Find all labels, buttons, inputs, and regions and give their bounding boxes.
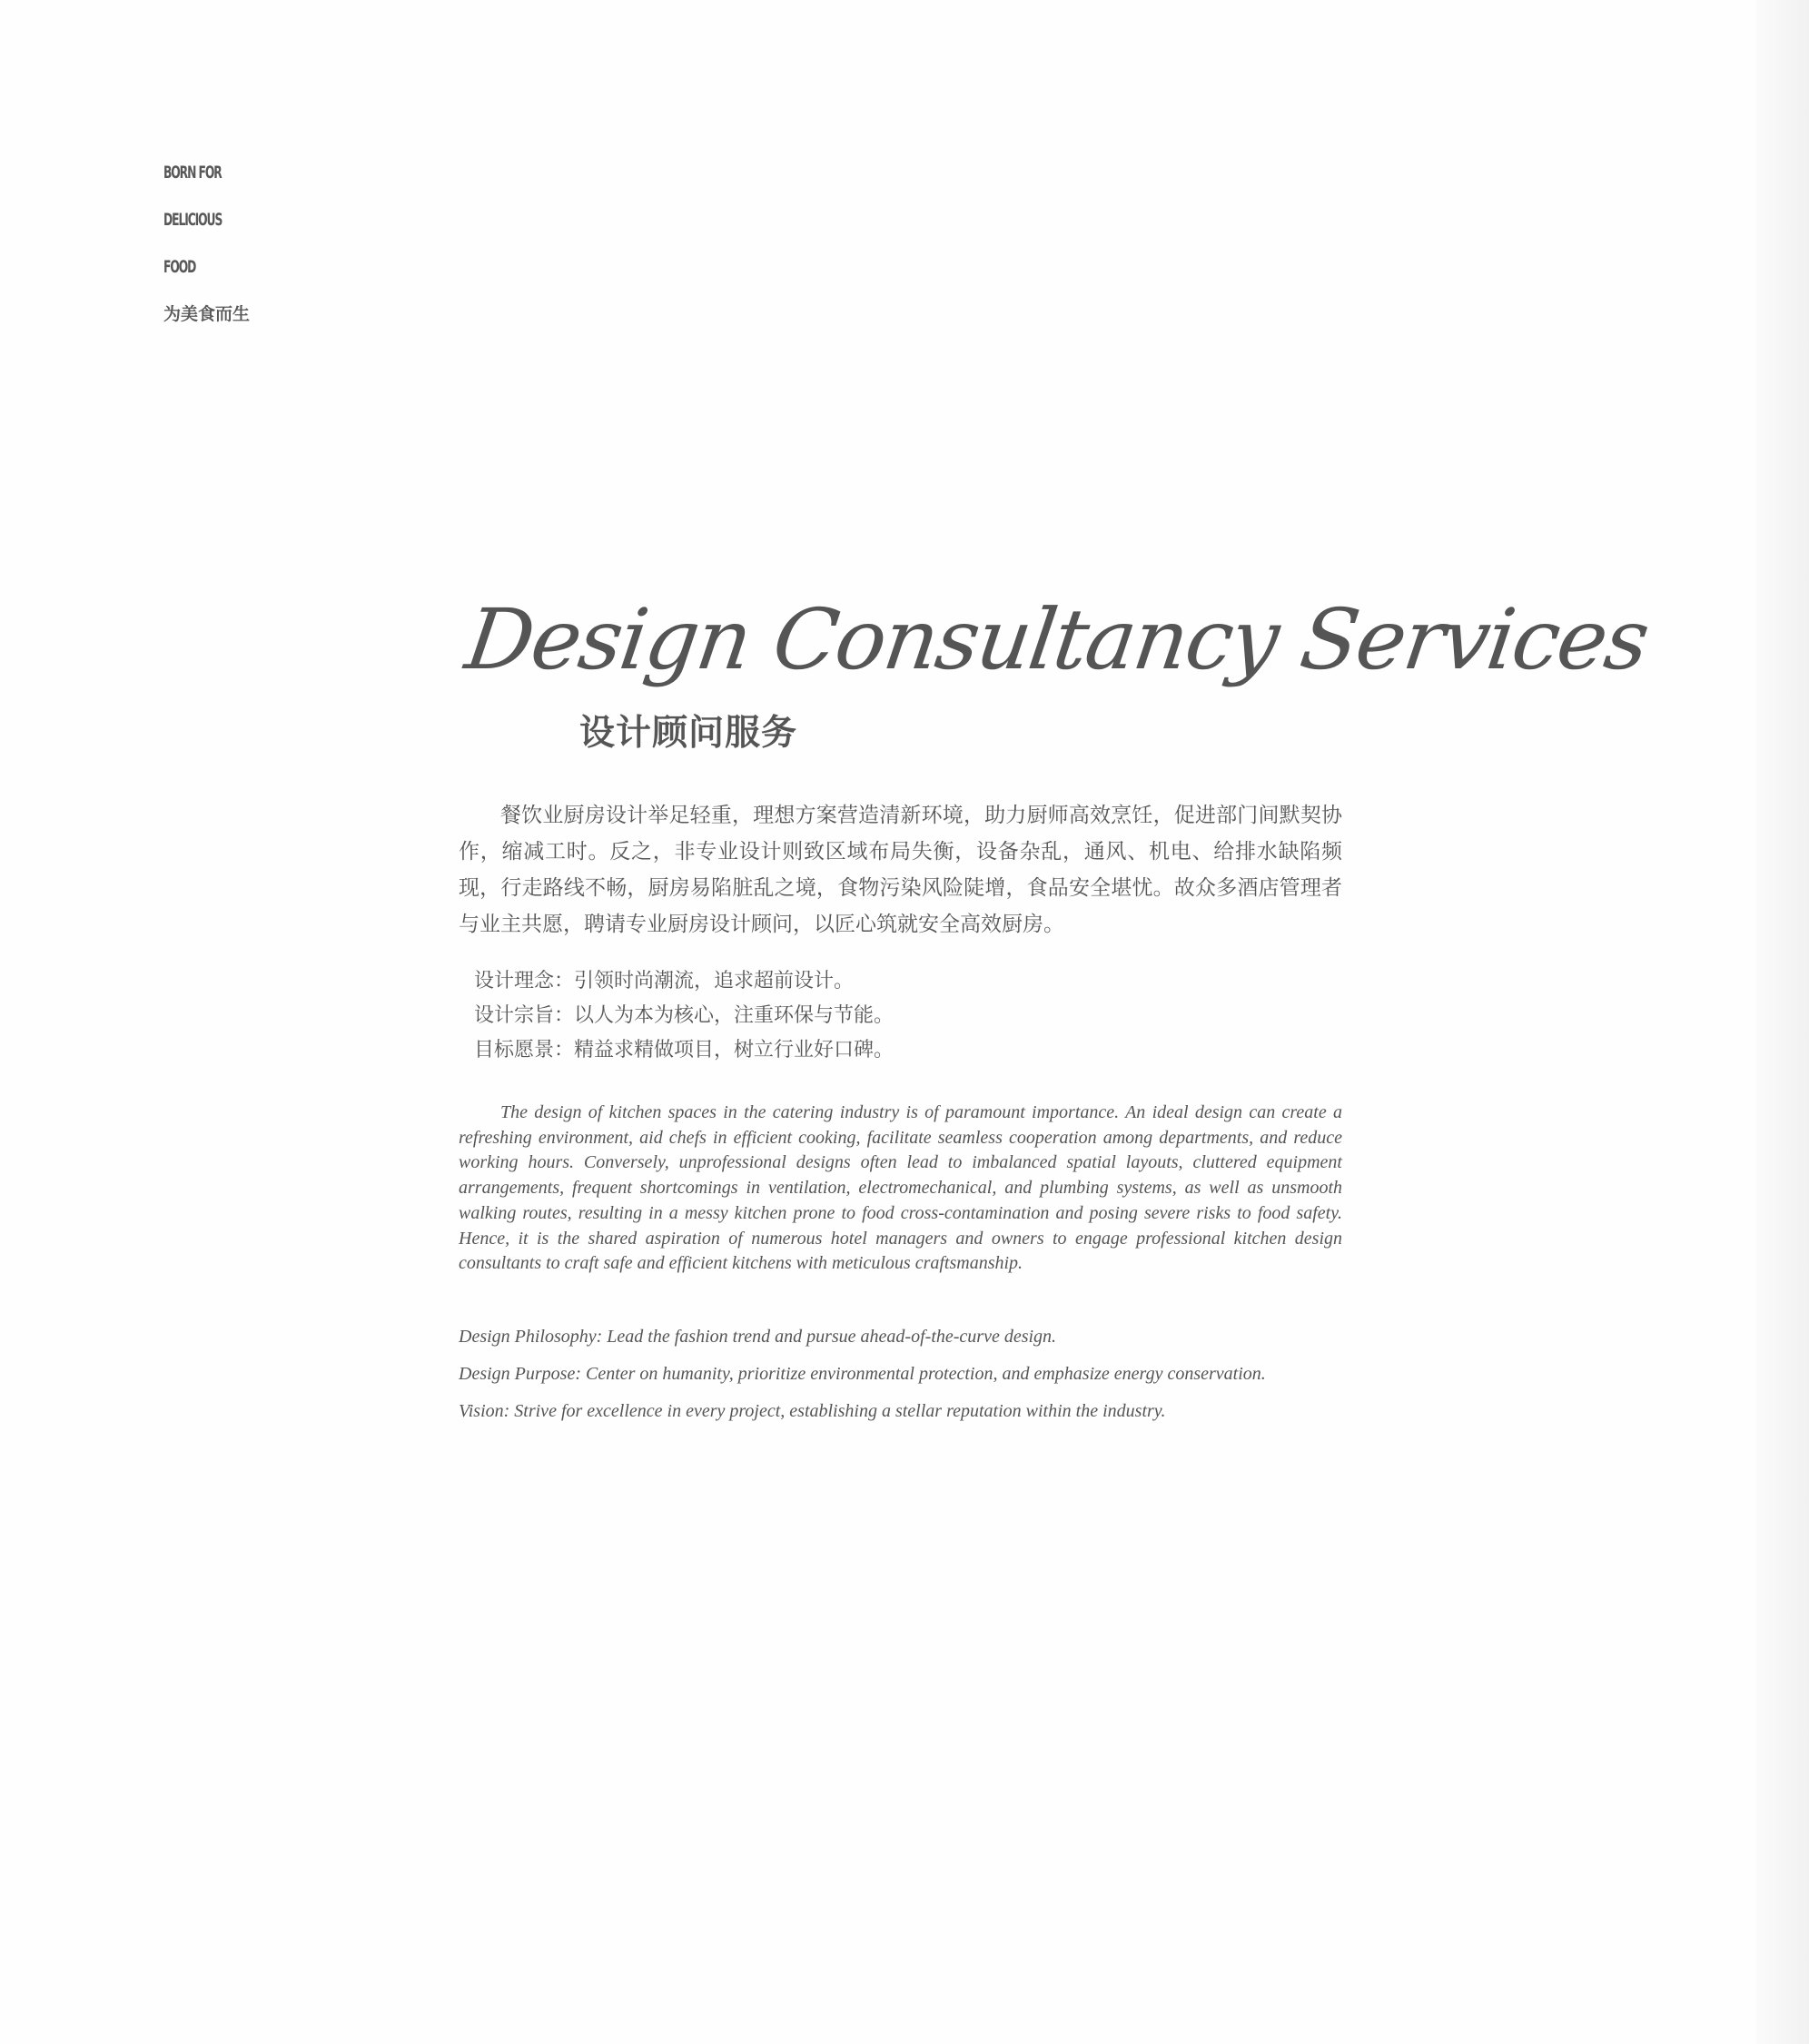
design-philosophy-statement: Design Philosophy: Lead the fashion trend and pursue ahead-of-the-curve design. xyxy=(459,1326,1057,1347)
tagline-line-3: FOOD xyxy=(163,257,196,277)
chinese-bullet-text: 目标愿景：精益求精做项目，树立行业好口碑。 xyxy=(474,1039,895,1061)
crescent-bullet-icon xyxy=(459,973,470,989)
main-content xyxy=(459,581,1654,1430)
chinese-bullet-item xyxy=(459,964,1342,999)
page-edge-shade xyxy=(1756,0,1809,2044)
chinese-bullet-text: 设计宗旨：以人为本为核心，注重环保与节能。 xyxy=(474,1004,895,1027)
english-intro-paragraph: The design of kitchen spaces in the catering industry is of paramount importance. An ideal design can create a refreshing environment, aid chefs in efficient cooking, facilitate seamless cooperation among departments, and reduce working hours. Conversely, unprofessional designs often lead to imbalanced spatial layouts, cluttered equipment arrangements, frequent shortcomings in ventilation, electromechanical, and plumbing systems, as well as unsmooth walking routes, resulting in a messy kitchen prone to food cross-contamination and posing severe risks to food safety. Hence, it is the shared aspiration of numerous hotel managers and owners to engage professional kitchen design consultants to craft safe and efficient kitchens with meticulous craftsmanship. xyxy=(459,1102,1342,1274)
crescent-bullet-icon xyxy=(459,1007,470,1023)
chinese-bullet-list xyxy=(459,964,1342,1068)
chinese-title: 设计顾问服务 xyxy=(579,713,798,754)
english-statement-list xyxy=(459,1318,1342,1430)
tagline-line-1: BORN FOR xyxy=(163,163,222,183)
tagline-chinese: 为美食而生 xyxy=(163,304,251,324)
chinese-bullet-text: 设计理念：引领时尚潮流，追求超前设计。 xyxy=(474,970,855,992)
chinese-bullet-item xyxy=(459,1033,1342,1068)
crescent-bullet-icon xyxy=(459,1042,470,1058)
english-script-title: Design Consultancy Services xyxy=(460,591,1654,688)
brand-tagline xyxy=(163,160,345,327)
vision-statement: Vision: Strive for excellence in every project, establishing a stellar reputation within the industry. xyxy=(459,1400,1166,1421)
tagline-line-2: DELICIOUS xyxy=(163,210,222,230)
chinese-intro-paragraph: 餐饮业厨房设计举足轻重，理想方案营造清新环境，助力厨师高效烹饪，促进部门间默契协作，缩减工时。反之，非专业设计则致区域布局失衡，设备杂乱，通风、机电、给排水缺陷频现，行走路线不畅，厨房易陷脏乱之境，食物污染风险陡增，食品安全堪忧。故众多酒店管理者与业主共愿，聘请专业厨房设计顾问，以匠心筑就安全高效厨房。 xyxy=(459,804,1342,936)
design-purpose-statement: Design Purpose: Center on humanity, prioritize environmental protection, and emphasize energy conservation. xyxy=(459,1363,1266,1384)
chinese-bullet-item xyxy=(459,999,1342,1033)
